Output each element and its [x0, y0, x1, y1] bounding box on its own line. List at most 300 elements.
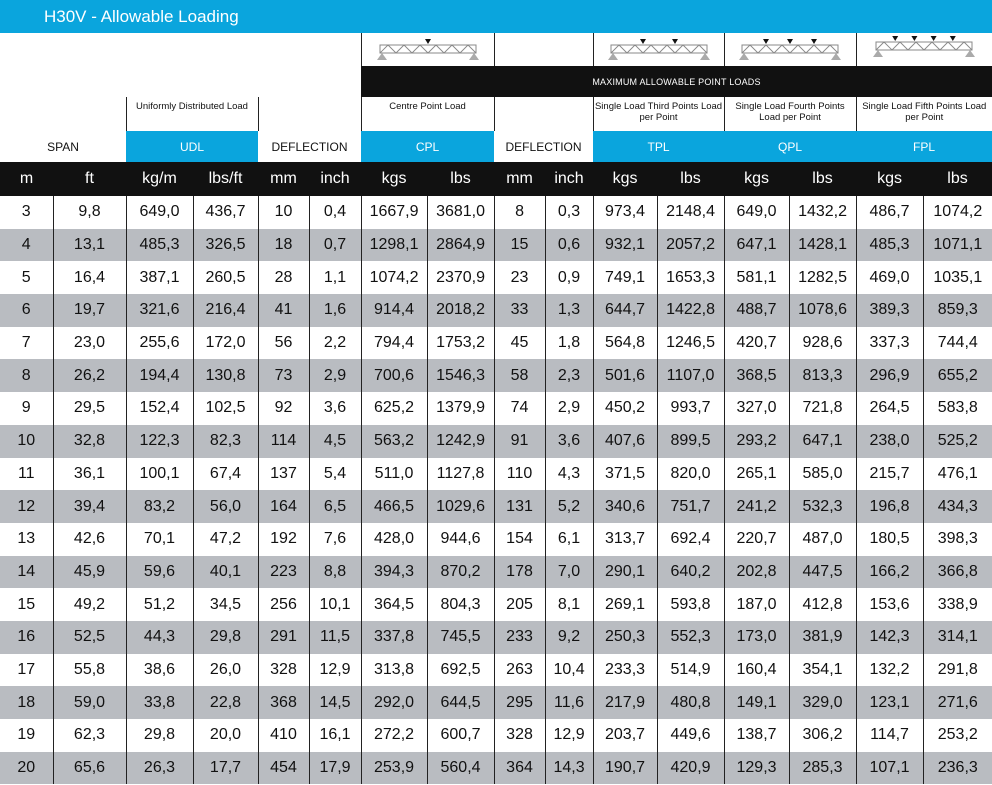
- table-cell: 253,2: [937, 726, 978, 744]
- unit-header: inch: [309, 162, 361, 196]
- table-cell: 223: [258, 556, 309, 589]
- table-cell: 11: [0, 458, 53, 491]
- table-cell: 70,1: [126, 523, 193, 556]
- table-cell: 12,9: [309, 654, 361, 687]
- table-cell: 944,6: [427, 523, 494, 556]
- table-cell: 49,2: [53, 588, 126, 621]
- table-cell: 337,8: [361, 621, 427, 654]
- table-row: [0, 752, 992, 785]
- table-cell: 1653,3: [657, 261, 724, 294]
- table-cell: 180,5: [856, 523, 923, 556]
- table-cell: 8,8: [309, 556, 361, 589]
- table-cell: 17: [0, 654, 53, 687]
- table-cell: 215,7: [856, 458, 923, 491]
- table-cell: 10,4: [545, 654, 593, 687]
- table-cell: 480,8: [657, 686, 724, 719]
- qpl-diagram: [724, 33, 856, 66]
- table-cell: 593,8: [657, 588, 724, 621]
- table-cell: 5,4: [309, 458, 361, 491]
- table-cell: 354,1: [789, 654, 856, 687]
- table-cell: 5,2: [545, 490, 593, 523]
- table-cell: 14,5: [309, 686, 361, 719]
- table-cell: 295: [494, 686, 545, 719]
- table-cell: 655,2: [923, 359, 992, 392]
- table-cell: 19: [0, 719, 53, 752]
- table-cell: 263: [494, 654, 545, 687]
- table-cell: 327,0: [724, 392, 789, 425]
- table-row: [0, 523, 992, 556]
- table-cell: 203,7: [593, 719, 657, 752]
- table-cell: 217,9: [593, 686, 657, 719]
- table-cell: 7,0: [545, 556, 593, 589]
- table-cell: 269,1: [593, 588, 657, 621]
- cpl-diagram: [361, 33, 494, 66]
- table-cell: 625,2: [361, 392, 427, 425]
- table-cell: 18: [258, 229, 309, 262]
- table-cell: 65,6: [53, 752, 126, 785]
- table-cell: 292,0: [361, 686, 427, 719]
- table-cell: 36,1: [53, 458, 126, 491]
- table-cell: 142,3: [856, 621, 923, 654]
- table-cell: 12: [0, 490, 53, 523]
- table-cell: 454: [258, 752, 309, 785]
- table-cell: 16,4: [53, 261, 126, 294]
- table-cell: 56,0: [193, 490, 258, 523]
- table-cell: 0,9: [545, 261, 593, 294]
- table-cell: 253,9: [361, 752, 427, 785]
- table-cell: 291,8: [937, 660, 978, 678]
- table-cell: 58: [494, 359, 545, 392]
- table-cell: 26,3: [126, 752, 193, 785]
- table-cell: 233,3: [593, 654, 657, 687]
- table-cell: 338,9: [937, 595, 978, 613]
- table-cell: 216,4: [193, 294, 258, 327]
- table-cell: 290,1: [593, 556, 657, 589]
- table-cell: 420,7: [724, 327, 789, 360]
- table-cell: 381,9: [789, 621, 856, 654]
- table-cell: 870,2: [427, 556, 494, 589]
- table-cell: 700,6: [361, 359, 427, 392]
- table-cell: 7: [0, 327, 53, 360]
- table-cell: 16,1: [309, 719, 361, 752]
- unit-header: lbs/ft: [193, 162, 258, 196]
- fpl-header: FPL: [856, 131, 992, 162]
- table-cell: 296,9: [856, 359, 923, 392]
- table-cell: 644,7: [593, 294, 657, 327]
- unit-header: mm: [494, 162, 545, 196]
- table-cell: 15: [0, 588, 53, 621]
- table-row: [0, 556, 992, 589]
- table-cell: 250,3: [593, 621, 657, 654]
- table-cell: 192: [258, 523, 309, 556]
- table-row: [0, 654, 992, 687]
- table-cell: 22,8: [193, 686, 258, 719]
- table-cell: 1242,9: [427, 425, 494, 458]
- table-cell: 164: [258, 490, 309, 523]
- tpl-diagram: [593, 33, 724, 66]
- table-cell: 32,8: [53, 425, 126, 458]
- table-row: [0, 359, 992, 392]
- table-cell: 114: [258, 425, 309, 458]
- table-cell: 337,3: [856, 327, 923, 360]
- table-cell: 15: [494, 229, 545, 262]
- table-cell: 340,6: [593, 490, 657, 523]
- table-cell: 434,3: [923, 490, 992, 523]
- table-cell: 0,7: [309, 229, 361, 262]
- table-cell: 532,3: [789, 490, 856, 523]
- table-cell: 100,1: [126, 458, 193, 491]
- table-cell: 2370,9: [427, 261, 494, 294]
- units-row: [0, 162, 992, 196]
- table-cell: 45: [494, 327, 545, 360]
- table-cell: 178: [494, 556, 545, 589]
- table-cell: 820,0: [657, 458, 724, 491]
- tpl-description: Single Load Third Points Load per Point: [593, 97, 724, 131]
- page-title: H30V - Allowable Loading: [0, 0, 992, 33]
- table-cell: 928,6: [789, 327, 856, 360]
- table-cell: 29,5: [53, 392, 126, 425]
- table-cell: 511,0: [361, 458, 427, 491]
- table-cell: 130,8: [193, 359, 258, 392]
- table-cell: 55,8: [53, 654, 126, 687]
- table-cell: 1432,2: [789, 196, 856, 229]
- table-cell: 364,5: [361, 588, 427, 621]
- table-cell: 1282,5: [789, 261, 856, 294]
- table-cell: 8: [0, 359, 53, 392]
- table-cell: 29,8: [126, 719, 193, 752]
- table-cell: 314,1: [923, 621, 992, 654]
- table-cell: 11,6: [545, 686, 593, 719]
- table-cell: 0,4: [309, 196, 361, 229]
- table-cell: 306,2: [789, 719, 856, 752]
- unit-header: lbs: [789, 162, 856, 196]
- table-cell: 67,4: [193, 458, 258, 491]
- table-cell: 1127,8: [427, 458, 494, 491]
- table-cell: 2018,2: [427, 294, 494, 327]
- cpl-header: CPL: [361, 131, 494, 162]
- table-row: [0, 719, 992, 752]
- table-cell: 114,7: [856, 719, 923, 752]
- table-cell: 271,6: [923, 686, 992, 719]
- table-cell: 20,0: [193, 719, 258, 752]
- table-cell: 137: [258, 458, 309, 491]
- unit-header: lbs: [427, 162, 494, 196]
- unit-header: lbs: [657, 162, 724, 196]
- table-cell: 82,3: [193, 425, 258, 458]
- table-cell: 39,4: [53, 490, 126, 523]
- table-row: [0, 686, 992, 719]
- table-cell: 73: [258, 359, 309, 392]
- table-cell: 8,1: [545, 588, 593, 621]
- table-cell: 23: [494, 261, 545, 294]
- table-cell: 83,2: [126, 490, 193, 523]
- table-cell: 387,1: [126, 261, 193, 294]
- table-cell: 20: [0, 752, 53, 785]
- table-cell: 560,4: [427, 752, 494, 785]
- table-cell: 552,3: [657, 621, 724, 654]
- unit-header: kgs: [724, 162, 789, 196]
- table-cell: 436,7: [193, 196, 258, 229]
- table-cell: 205: [494, 588, 545, 621]
- table-cell: 9,8: [53, 196, 126, 229]
- table-cell: 2148,4: [657, 196, 724, 229]
- table-cell: 368,5: [724, 359, 789, 392]
- table-cell: 2057,2: [657, 229, 724, 262]
- table-row: [0, 392, 992, 425]
- table-cell: 563,2: [361, 425, 427, 458]
- table-cell: 640,2: [657, 556, 724, 589]
- table-cell: 160,4: [724, 654, 789, 687]
- table-cell: 1422,8: [657, 294, 724, 327]
- table-row: [0, 229, 992, 262]
- table-cell: 3,6: [309, 392, 361, 425]
- unit-header: kg/m: [126, 162, 193, 196]
- table-cell: 23,0: [53, 327, 126, 360]
- table-cell: 18: [0, 686, 53, 719]
- table-cell: 649,0: [724, 196, 789, 229]
- table-cell: 371,5: [593, 458, 657, 491]
- table-cell: 272,2: [361, 719, 427, 752]
- table-cell: 236,3: [923, 752, 992, 785]
- table-cell: 29,8: [193, 621, 258, 654]
- table-row: [0, 261, 992, 294]
- table-row: [0, 458, 992, 491]
- table-cell: 692,5: [427, 654, 494, 687]
- udl-description: Uniformly Distributed Load: [126, 97, 258, 131]
- table-cell: 91: [494, 425, 545, 458]
- table-cell: 265,1: [724, 458, 789, 491]
- table-cell: 110: [494, 458, 545, 491]
- table-cell: 9: [0, 392, 53, 425]
- table-cell: 92: [258, 392, 309, 425]
- unit-header: kgs: [361, 162, 427, 196]
- header-blank: [0, 66, 361, 97]
- table-cell: 899,5: [657, 425, 724, 458]
- table-cell: 581,1: [724, 261, 789, 294]
- table-cell: 485,3: [126, 229, 193, 262]
- table-cell: 10,1: [309, 588, 361, 621]
- table-cell: 2,9: [545, 392, 593, 425]
- table-cell: 914,4: [361, 294, 427, 327]
- table-cell: 129,3: [724, 752, 789, 785]
- table-cell: 749,1: [593, 261, 657, 294]
- truss-third-points-load-icon: [607, 36, 711, 64]
- table-cell: 122,3: [126, 425, 193, 458]
- unit-header: ft: [53, 162, 126, 196]
- unit-header: m: [0, 162, 53, 196]
- table-cell: 583,8: [937, 399, 978, 417]
- cpl-description: Centre Point Load: [361, 97, 494, 131]
- table-cell: 744,4: [937, 334, 978, 352]
- unit-header: inch: [545, 162, 593, 196]
- table-cell: 0,6: [545, 229, 593, 262]
- table-cell: 1071,1: [923, 229, 992, 262]
- table-cell: 196,8: [856, 490, 923, 523]
- table-cell: 6,5: [309, 490, 361, 523]
- table-cell: 4: [0, 229, 53, 262]
- table-row: [0, 196, 992, 229]
- table-cell: 1246,5: [657, 327, 724, 360]
- table-cell: 486,7: [856, 196, 923, 229]
- table-cell: 1,6: [309, 294, 361, 327]
- qpl-description: Single Load Fourth Points Load per Point: [724, 97, 856, 131]
- desc-blank: [258, 97, 361, 131]
- table-cell: 1667,9: [361, 196, 427, 229]
- table-cell: 398,3: [937, 530, 978, 548]
- table-cell: 2864,9: [427, 229, 494, 262]
- table-cell: 1379,9: [427, 392, 494, 425]
- table-cell: 238,0: [856, 425, 923, 458]
- table-cell: 721,8: [789, 392, 856, 425]
- table-cell: 751,7: [657, 490, 724, 523]
- table-cell: 428,0: [361, 523, 427, 556]
- table-cell: 293,2: [724, 425, 789, 458]
- table-cell: 241,2: [724, 490, 789, 523]
- table-cell: 488,7: [724, 294, 789, 327]
- table-cell: 8: [494, 196, 545, 229]
- table-cell: 329,0: [789, 686, 856, 719]
- table-cell: 420,9: [657, 752, 724, 785]
- unit-header: kgs: [593, 162, 657, 196]
- allowable-loading-table: [0, 33, 992, 784]
- desc-blank: [494, 97, 593, 131]
- table-cell: 485,3: [856, 229, 923, 262]
- table-cell: 51,2: [126, 588, 193, 621]
- table-row: [0, 621, 992, 654]
- table-cell: 285,3: [789, 752, 856, 785]
- fpl-description: Single Load Fifth Points Load per Point: [862, 101, 987, 123]
- table-cell: 2,2: [309, 327, 361, 360]
- table-cell: 450,2: [593, 392, 657, 425]
- table-cell: 47,2: [193, 523, 258, 556]
- table-cell: 26,2: [53, 359, 126, 392]
- table-cell: 1074,2: [361, 261, 427, 294]
- table-cell: 40,1: [193, 556, 258, 589]
- table-cell: 1,3: [545, 294, 593, 327]
- table-cell: 9,2: [545, 621, 593, 654]
- table-cell: 202,8: [724, 556, 789, 589]
- table-cell: 1029,6: [427, 490, 494, 523]
- table-row: [0, 327, 992, 360]
- table-cell: 56: [258, 327, 309, 360]
- udl-header: UDL: [126, 131, 258, 162]
- table-cell: 647,1: [789, 425, 856, 458]
- max-allowable-header: MAXIMUM ALLOWABLE POINT LOADS: [361, 66, 992, 97]
- table-cell: 220,7: [724, 523, 789, 556]
- diagram-blank: [494, 33, 593, 66]
- table-cell: 38,6: [126, 654, 193, 687]
- table-cell: 42,6: [53, 523, 126, 556]
- table-cell: 1078,6: [789, 294, 856, 327]
- truss-fourth-points-load-icon: [738, 36, 842, 64]
- table-cell: 514,9: [657, 654, 724, 687]
- table-cell: 0,3: [545, 196, 593, 229]
- table-cell: 804,3: [427, 588, 494, 621]
- table-cell: 447,5: [789, 556, 856, 589]
- table-row: [0, 425, 992, 458]
- table-cell: 12,9: [545, 719, 593, 752]
- table-cell: 153,6: [856, 588, 923, 621]
- tpl-header: TPL: [593, 131, 724, 162]
- table-cell: 692,4: [657, 523, 724, 556]
- table-cell: 410: [258, 719, 309, 752]
- table-cell: 14,3: [545, 752, 593, 785]
- table-cell: 255,6: [126, 327, 193, 360]
- table-cell: 152,4: [126, 392, 193, 425]
- table-cell: 166,2: [856, 556, 923, 589]
- table-cell: 313,8: [361, 654, 427, 687]
- table-cell: 1035,1: [933, 268, 983, 286]
- table-cell: 466,5: [361, 490, 427, 523]
- table-cell: 1298,1: [361, 229, 427, 262]
- table-cell: 389,3: [856, 294, 923, 327]
- table-cell: 469,0: [856, 261, 923, 294]
- table-row: [0, 490, 992, 523]
- desc-blank: [0, 97, 126, 131]
- table-cell: 16: [0, 621, 53, 654]
- table-cell: 102,5: [193, 392, 258, 425]
- table-cell: 600,7: [427, 719, 494, 752]
- table-cell: 6,1: [545, 523, 593, 556]
- table-cell: 1,8: [545, 327, 593, 360]
- deflection-header: DEFLECTION: [271, 139, 348, 154]
- table-cell: 5: [0, 261, 53, 294]
- table-cell: 813,3: [789, 359, 856, 392]
- table-cell: 364: [494, 752, 545, 785]
- table-cell: 412,8: [789, 588, 856, 621]
- table-cell: 194,4: [126, 359, 193, 392]
- table-cell: 33: [494, 294, 545, 327]
- table-cell: 3681,0: [427, 196, 494, 229]
- table-cell: 154: [494, 523, 545, 556]
- table-cell: 26,0: [193, 654, 258, 687]
- table-cell: 11,5: [309, 621, 361, 654]
- table-cell: 794,4: [361, 327, 427, 360]
- table-cell: 59,6: [126, 556, 193, 589]
- table-cell: 993,7: [657, 392, 724, 425]
- table-cell: 3,6: [545, 425, 593, 458]
- truss-center-point-load-icon: [376, 36, 480, 64]
- table-cell: 366,8: [923, 556, 992, 589]
- table-cell: 313,7: [593, 523, 657, 556]
- unit-header: lbs: [923, 162, 992, 196]
- table-cell: 45,9: [53, 556, 126, 589]
- table-cell: 131: [494, 490, 545, 523]
- table-cell: 173,0: [724, 621, 789, 654]
- table-cell: 407,6: [593, 425, 657, 458]
- table-cell: 14: [0, 556, 53, 589]
- table-cell: 1074,2: [933, 203, 983, 221]
- table-cell: 585,0: [789, 458, 856, 491]
- table-cell: 62,3: [53, 719, 126, 752]
- table-row: [0, 588, 992, 621]
- table-cell: 449,6: [657, 719, 724, 752]
- table-cell: 190,7: [593, 752, 657, 785]
- table-cell: 326,5: [193, 229, 258, 262]
- table-cell: 2,9: [309, 359, 361, 392]
- table-row: [0, 294, 992, 327]
- table-cell: 59,0: [53, 686, 126, 719]
- fpl-diagram: [856, 33, 992, 66]
- table-cell: 187,0: [724, 588, 789, 621]
- table-cell: 264,5: [856, 392, 923, 425]
- table-cell: 368: [258, 686, 309, 719]
- table-cell: 647,1: [724, 229, 789, 262]
- table-cell: 859,3: [923, 294, 992, 327]
- table-cell: 233: [494, 621, 545, 654]
- table-cell: 1428,1: [789, 229, 856, 262]
- table-cell: 260,5: [193, 261, 258, 294]
